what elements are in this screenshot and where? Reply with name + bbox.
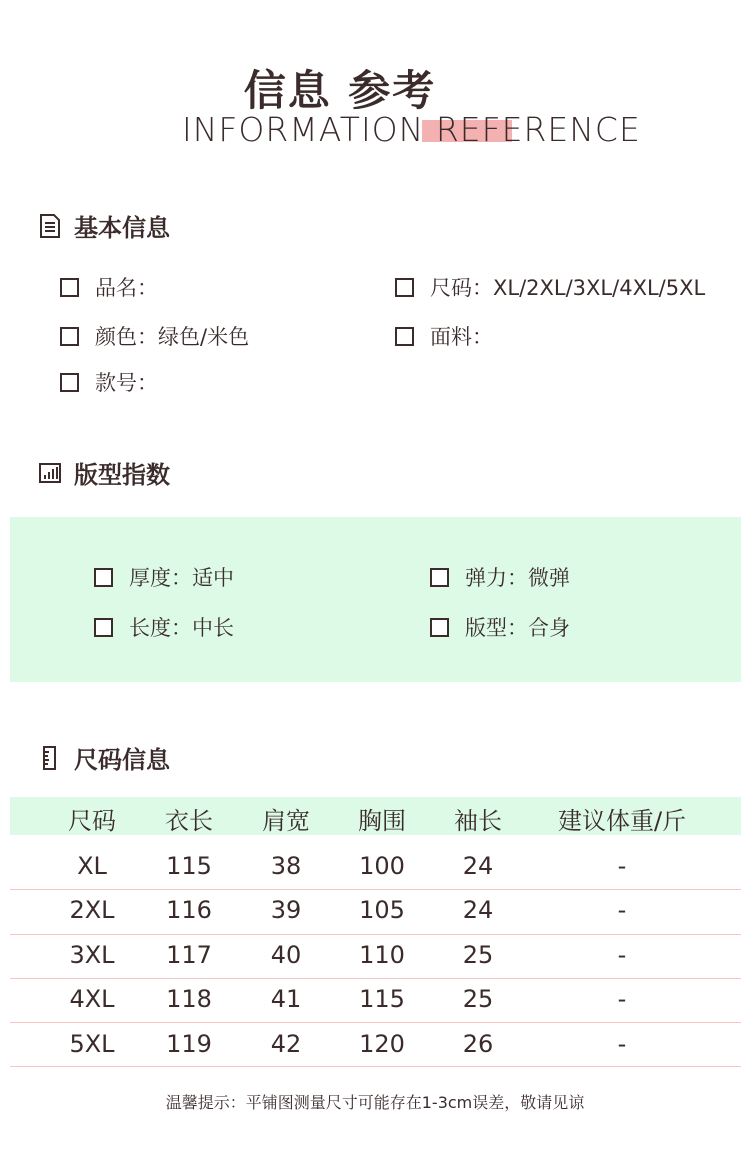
size-table-cell: 117 [166,941,212,969]
size-table-cell: 119 [166,1030,212,1058]
size-table-cell: 25 [462,941,494,969]
notice-text: 温馨提示：平铺图测量尺寸可能存在1-3cm误差，敬请见谅 [165,1093,585,1112]
size-table-cell: 39 [270,896,302,924]
size-info-title: 尺码信息 [74,746,170,774]
fit-item-label: 长度：中长 [129,616,234,640]
size-table-cell: 3XL [69,941,115,969]
size-table-cell: 118 [166,985,212,1013]
size-table-cell: 26 [462,1030,494,1058]
size-table-header-cell: 建议体重/斤 [557,807,687,835]
size-table-cell: - [617,896,627,924]
size-table-cell: 40 [270,941,302,969]
size-table-cell: 24 [462,852,494,880]
info-item-label: 款号： [95,371,158,395]
table-row-divider [10,889,741,890]
page-title: 信息 参考 [243,66,437,115]
size-table-cell: 42 [270,1030,302,1058]
size-table-header-cell: 袖长 [454,807,502,835]
size-table-header-cell: 胸围 [358,807,406,835]
table-row-divider [10,978,741,979]
size-table-cell: - [617,1030,627,1058]
size-table-header-cell: 衣长 [165,807,213,835]
fit-item-label: 厚度：适中 [129,566,234,590]
basic-info-title: 基本信息 [74,214,170,242]
size-table-cell: 100 [359,852,405,880]
size-table-cell: 41 [270,985,302,1013]
size-table-cell: 38 [270,852,302,880]
size-table-header-cell: 尺码 [68,807,116,835]
size-table-cell: XL [77,852,107,880]
fit-item-label: 版型：合身 [465,616,570,640]
size-table-cell: 105 [359,896,405,924]
size-table-cell: 24 [462,896,494,924]
size-table-cell: 4XL [69,985,115,1013]
table-row-divider [10,934,741,935]
size-table-header-cell: 肩宽 [262,807,310,835]
page-subtitle: INFORMATION REFERENCE [182,110,641,149]
fit-index-title: 版型指数 [74,461,170,489]
info-item-label: 颜色：绿色/米色 [95,325,250,349]
size-table-cell: 115 [359,985,405,1013]
size-table-cell: 120 [359,1030,405,1058]
info-item-label: 尺码：XL/2XL/3XL/4XL/5XL [430,276,706,300]
size-table-cell: 5XL [69,1030,115,1058]
size-table-cell: 2XL [69,896,115,924]
info-item-label: 品名： [95,276,158,300]
table-row-divider [10,1022,741,1023]
size-table-cell: - [617,985,627,1013]
table-row-divider [10,1066,741,1067]
size-table-cell: 110 [359,941,405,969]
fit-item-label: 弹力：微弹 [465,566,570,590]
info-item-label: 面料： [430,325,493,349]
size-table-cell: 116 [166,896,212,924]
size-table-cell: 25 [462,985,494,1013]
size-table-cell: - [617,852,627,880]
size-table-cell: 115 [166,852,212,880]
size-table-cell: - [617,941,627,969]
